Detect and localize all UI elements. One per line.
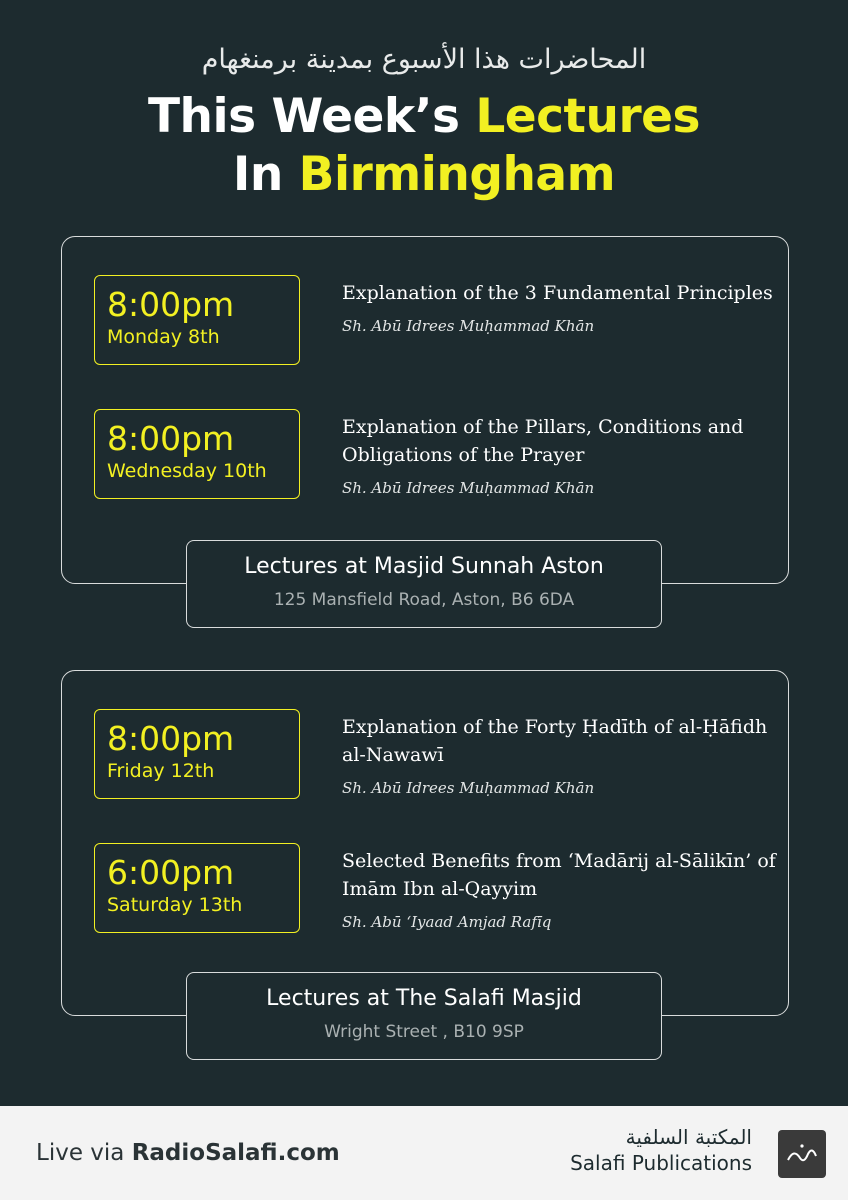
publisher-name bbox=[570, 1124, 752, 1176]
lecture-day: Wednesday 10th bbox=[107, 460, 267, 482]
lecture-speaker: Sh. Abū Idrees Muḥammad Khān bbox=[342, 317, 595, 335]
lecture-time: 8:00pm bbox=[107, 719, 235, 758]
lecture-title: Selected Benefits from ‘Madārij al-Sālikīn’ of Imām Ibn al-Qayyim bbox=[342, 850, 776, 900]
lecture-info bbox=[342, 279, 782, 337]
page-title bbox=[0, 88, 848, 204]
venue-address: Wright Street , B10 9SP bbox=[324, 1022, 524, 1042]
lecture-info bbox=[342, 413, 782, 499]
title-line-2-white: In bbox=[232, 147, 299, 202]
title-line-1-highlight: Lectures bbox=[475, 89, 700, 144]
time-box bbox=[94, 275, 300, 365]
lecture-group-1 bbox=[61, 236, 789, 584]
lecture-info bbox=[342, 713, 782, 799]
time-box bbox=[94, 409, 300, 499]
lecture-speaker: Sh. Abū Idrees Muḥammad Khān bbox=[342, 779, 595, 797]
lecture-title: Explanation of the Forty Ḥadīth of al-Ḥāfidh al-Nawawī bbox=[342, 716, 768, 766]
lecture-day: Monday 8th bbox=[107, 326, 220, 348]
lecture-title: Explanation of the 3 Fundamental Principles bbox=[342, 282, 773, 304]
lecture-title: Explanation of the Pillars, Conditions and Obligations of the Prayer bbox=[342, 416, 744, 466]
venue-address: 125 Mansfield Road, Aston, B6 6DA bbox=[273, 590, 575, 610]
lecture-day: Saturday 13th bbox=[107, 894, 243, 916]
venue-box-1 bbox=[186, 540, 662, 628]
salafi-publications-logo-icon bbox=[778, 1130, 826, 1178]
title-line-1-white: This Week’s bbox=[148, 89, 476, 144]
time-box bbox=[94, 843, 300, 933]
live-stream-text bbox=[36, 1140, 340, 1166]
lecture-time: 8:00pm bbox=[107, 285, 235, 324]
lecture-speaker: Sh. Abū ‘Iyaad Amjad Rafīq bbox=[342, 913, 552, 931]
venue-name: Lectures at Masjid Sunnah Aston bbox=[244, 554, 604, 579]
lecture-time: 8:00pm bbox=[107, 419, 235, 458]
live-prefix: Live via bbox=[36, 1140, 132, 1166]
title-line-2 bbox=[0, 146, 848, 204]
title-line-2-highlight: Birmingham bbox=[298, 147, 616, 202]
publisher-arabic: المكتبة السلفية bbox=[625, 1125, 752, 1149]
lecture-day: Friday 12th bbox=[107, 760, 215, 782]
arabic-title: المحاضرات هذا الأسبوع بمدينة برمنغهام bbox=[201, 44, 647, 75]
lecture-info bbox=[342, 847, 782, 933]
lecture-speaker: Sh. Abū Idrees Muḥammad Khān bbox=[342, 479, 595, 497]
footer bbox=[0, 1106, 848, 1200]
lecture-time: 6:00pm bbox=[107, 853, 235, 892]
title-line-1 bbox=[0, 88, 848, 146]
publisher-english: Salafi Publications bbox=[570, 1151, 752, 1175]
venue-name: Lectures at The Salafi Masjid bbox=[266, 986, 582, 1011]
venue-box-2 bbox=[186, 972, 662, 1060]
radio-salafi-link[interactable]: RadioSalafi.com bbox=[131, 1140, 340, 1166]
lecture-group-2 bbox=[61, 670, 789, 1016]
time-box bbox=[94, 709, 300, 799]
